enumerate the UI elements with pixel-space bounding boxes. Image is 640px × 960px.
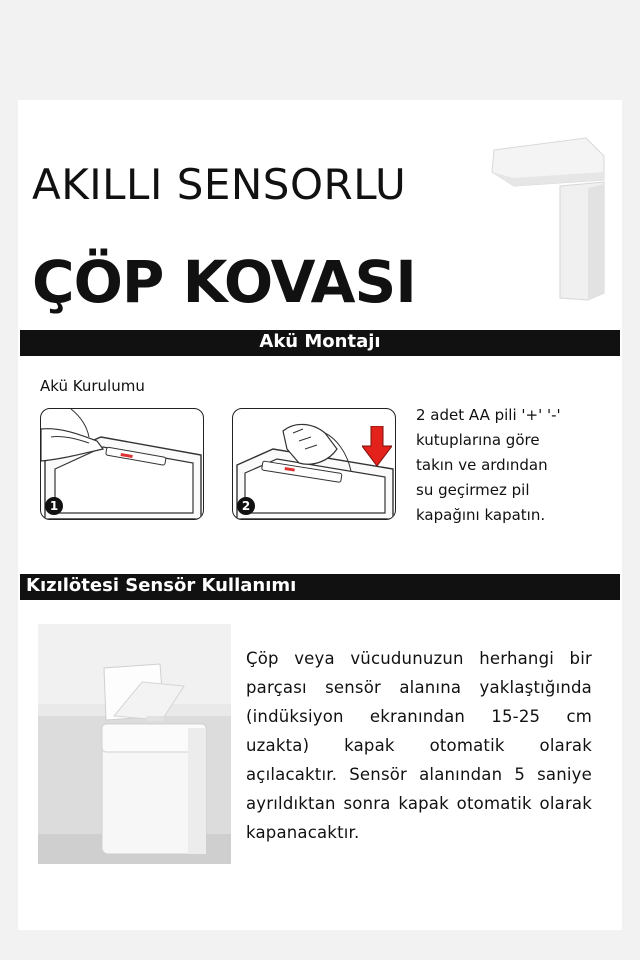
section-bar-sensor-label: Kızılötesi Sensör Kullanımı	[26, 575, 297, 596]
battery-insert-illustration	[41, 409, 203, 519]
step-2-number: 2	[237, 497, 255, 515]
instruction-line: kapağını kapatın.	[416, 506, 546, 524]
instruction-line: takın ve ardından	[416, 456, 548, 474]
step-1-panel	[40, 408, 204, 520]
section-bar-battery-label: Akü Montajı	[259, 331, 381, 352]
down-arrow-icon	[362, 426, 392, 466]
battery-subheading: Akü Kurulumu	[40, 377, 145, 395]
product-photo	[38, 624, 231, 864]
instruction-line: su geçirmez pil	[416, 481, 530, 499]
step-1-number: 1	[45, 497, 63, 515]
sensor-description: Çöp veya vücudunuzun herhangi bir parçası sensör alanına yaklaştığında (indüksiyon ekranından 15-25 cm uzakta) kapak otomatik olarak açılacaktır. Sensör alanından 5 saniye ayrıldıktan sonra kapak otomatik olarak kapanacaktır.	[246, 649, 592, 842]
section-bar-sensor	[20, 574, 620, 600]
instruction-line: kutuplarına göre	[416, 431, 540, 449]
product-bin-image	[484, 128, 606, 303]
battery-instructions	[416, 403, 616, 528]
instruction-line: 2 adet AA pili '+' '-'	[416, 406, 561, 424]
title-line-2: ÇÖP KOVASI	[32, 248, 416, 316]
title-line-1: AKILLI SENSORLU	[32, 160, 407, 209]
section-bar-battery	[20, 330, 620, 356]
